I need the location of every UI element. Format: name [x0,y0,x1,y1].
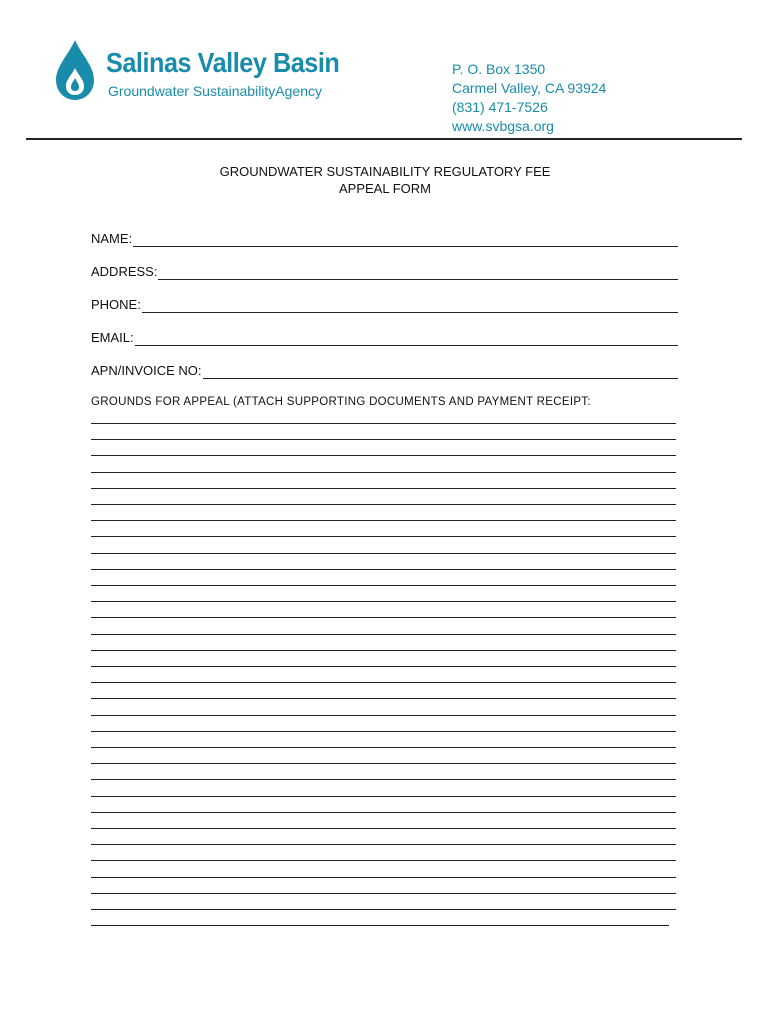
grounds-line[interactable] [91,650,676,651]
address-po-box: P. O. Box 1350 [452,61,546,77]
grounds-line[interactable] [91,812,676,813]
grounds-line[interactable] [91,925,669,926]
grounds-line[interactable] [91,423,676,424]
grounds-line[interactable] [91,504,676,505]
grounds-line[interactable] [91,488,676,489]
grounds-line[interactable] [91,536,676,537]
grounds-line[interactable] [91,585,676,586]
address-city: Carmel Valley, CA 93924 [452,80,607,96]
grounds-line[interactable] [91,844,676,845]
grounds-line[interactable] [91,439,676,440]
grounds-line[interactable] [91,779,676,780]
grounds-line[interactable] [91,698,676,699]
grounds-line[interactable] [91,877,676,878]
grounds-line[interactable] [91,617,676,618]
grounds-line[interactable] [91,634,676,635]
brand-title: Salinas Valley Basin [106,47,340,78]
form-title-line-1: GROUNDWATER SUSTAINABILITY REGULATORY FEE [219,164,551,179]
apn-invoice-label: APN/INVOICE NO: [91,363,202,378]
grounds-line[interactable] [91,763,676,764]
grounds-line[interactable] [91,796,676,797]
email-label: EMAIL: [91,330,134,345]
grounds-line[interactable] [91,747,676,748]
grounds-line[interactable] [91,601,676,602]
grounds-line[interactable] [91,569,676,570]
grounds-line[interactable] [91,520,676,521]
form-title-line-2: APPEAL FORM [339,181,431,196]
grounds-line[interactable] [91,731,676,732]
grounds-line[interactable] [91,553,676,554]
brand-subtitle: Groundwater SustainabilityAgency [108,83,323,99]
name-label: NAME: [91,231,133,246]
grounds-line[interactable] [91,666,676,667]
grounds-line[interactable] [91,455,676,456]
grounds-line[interactable] [91,715,676,716]
grounds-for-appeal-lines[interactable] [91,0,676,1024]
grounds-line[interactable] [91,860,676,861]
phone-label: PHONE: [91,297,141,312]
address-phone: (831) 471-7526 [452,99,548,115]
grounds-line[interactable] [91,682,676,683]
grounds-line[interactable] [91,909,676,910]
grounds-line[interactable] [91,828,676,829]
grounds-for-appeal-label: GROUNDS FOR APPEAL (ATTACH SUPPORTING DOCUMENTS AND PAYMENT RECEIPT: [91,396,591,408]
address-label: ADDRESS: [91,264,158,279]
address-website: www.svbgsa.org [452,118,554,134]
grounds-line[interactable] [91,472,676,473]
grounds-line[interactable] [91,893,676,894]
